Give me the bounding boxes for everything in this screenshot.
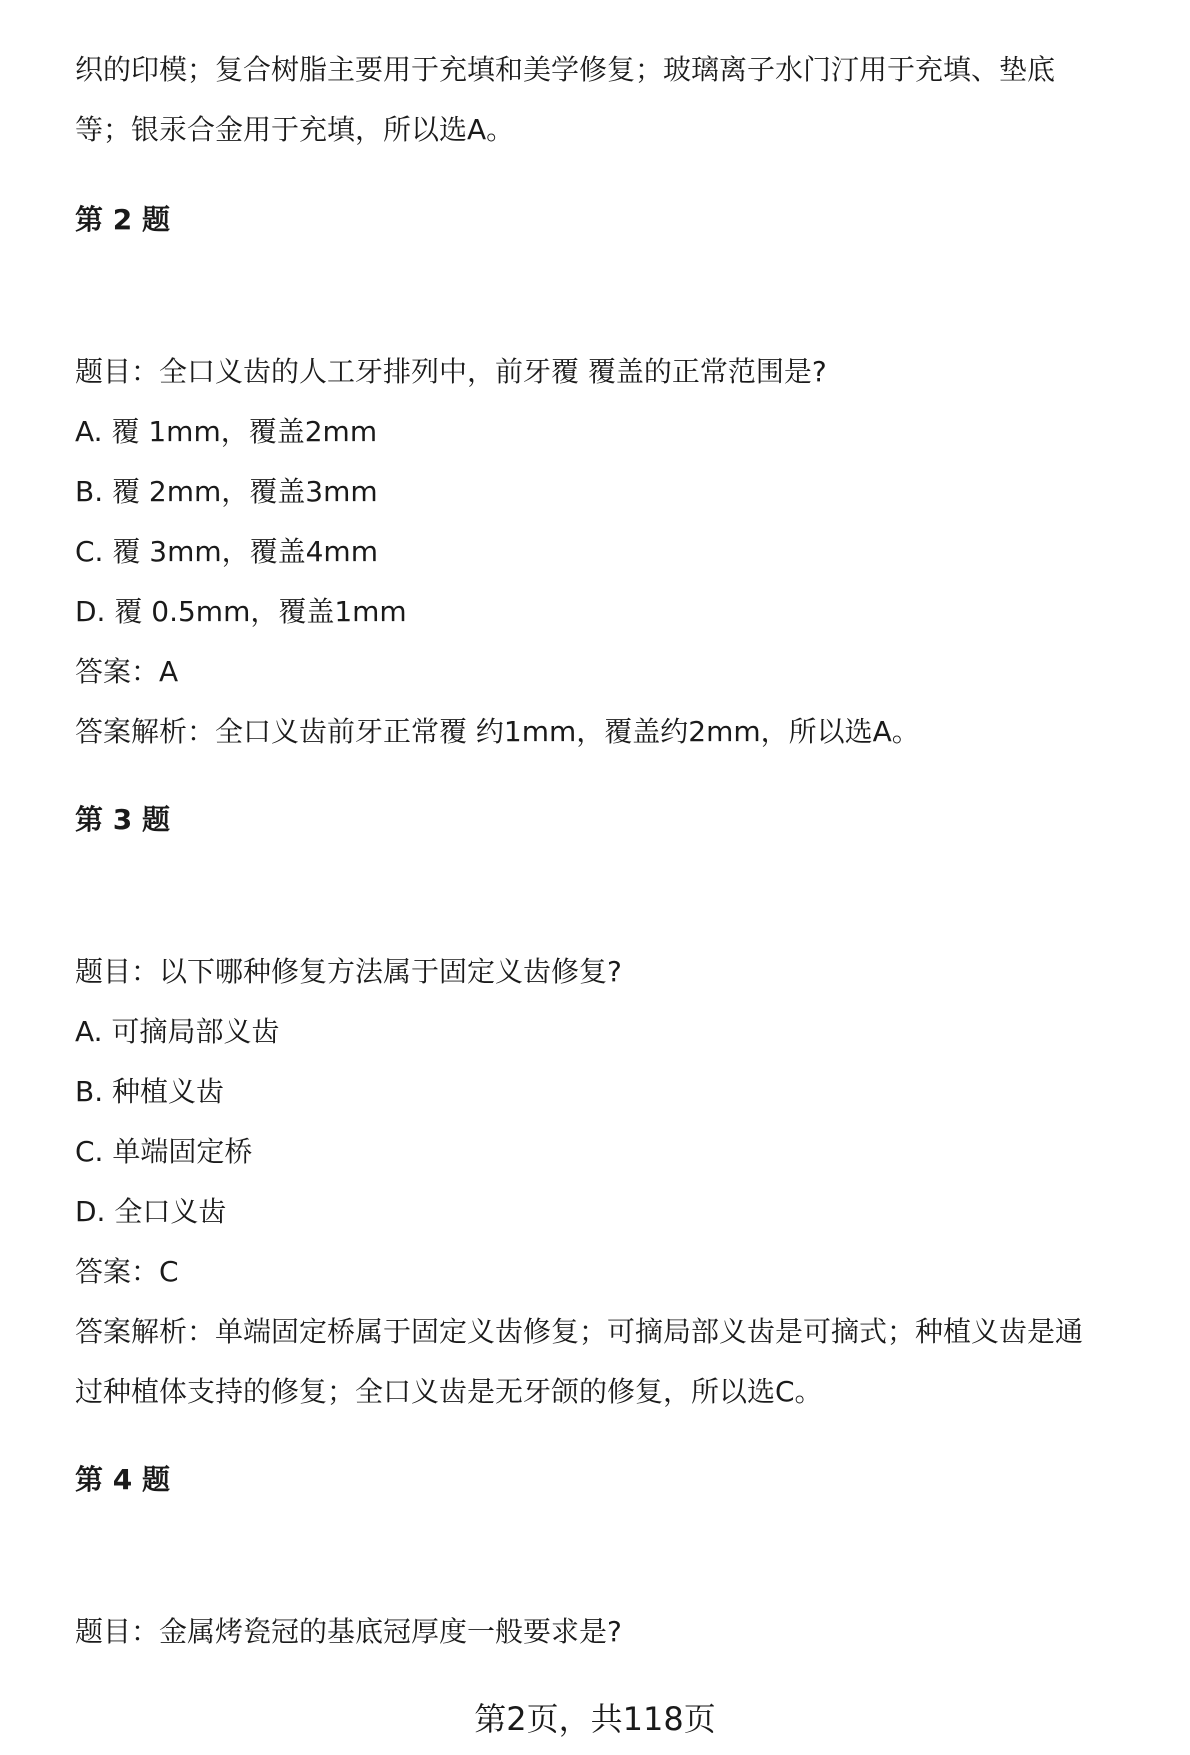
question-2-option-d: D. 覆 0.5mm，覆盖1mm [75,595,407,628]
question-3-option-a: A. 可摘局部义齿 [75,1015,280,1048]
question-3-option-d: D. 全口义齿 [75,1195,227,1228]
question-2-option-c: C. 覆 3mm，覆盖4mm [75,535,378,568]
question-2-answer: 答案：A [75,655,179,688]
question-3-heading: 第 3 题 [75,803,170,836]
question-4-heading: 第 4 题 [75,1463,170,1496]
question-3-text: 题目：以下哪种修复方法属于固定义齿修复? [75,955,622,988]
question-2-heading: 第 2 题 [75,203,170,236]
question-2-option-b: B. 覆 2mm，覆盖3mm [75,475,378,508]
page-number-footer: 第2页，共118页 [474,1700,716,1738]
question-4-text: 题目：金属烤瓷冠的基底冠厚度一般要求是? [75,1615,622,1648]
intro-text-line-2: 等；银汞合金用于充填，所以选A。 [75,113,515,146]
question-3-answer: 答案：C [75,1255,179,1288]
question-3-analysis-line-2: 过种植体支持的修复；全口义齿是无牙颌的修复，所以选C。 [75,1375,823,1408]
intro-text-line-1: 织的印模；复合树脂主要用于充填和美学修复；玻璃离子水门汀用于充填、垫底 [75,53,1056,86]
question-3-option-b: B. 种植义齿 [75,1075,225,1108]
question-3-analysis-line-1: 答案解析：单端固定桥属于固定义齿修复；可摘局部义齿是可摘式；种植义齿是通 [75,1315,1084,1348]
question-2-analysis: 答案解析：全口义齿前牙正常覆 约1mm，覆盖约2mm，所以选A。 [75,715,920,748]
question-2-text: 题目：全口义齿的人工牙排列中，前牙覆 覆盖的正常范围是? [75,355,827,388]
question-3-option-c: C. 单端固定桥 [75,1135,253,1168]
question-2-option-a: A. 覆 1mm，覆盖2mm [75,415,378,448]
